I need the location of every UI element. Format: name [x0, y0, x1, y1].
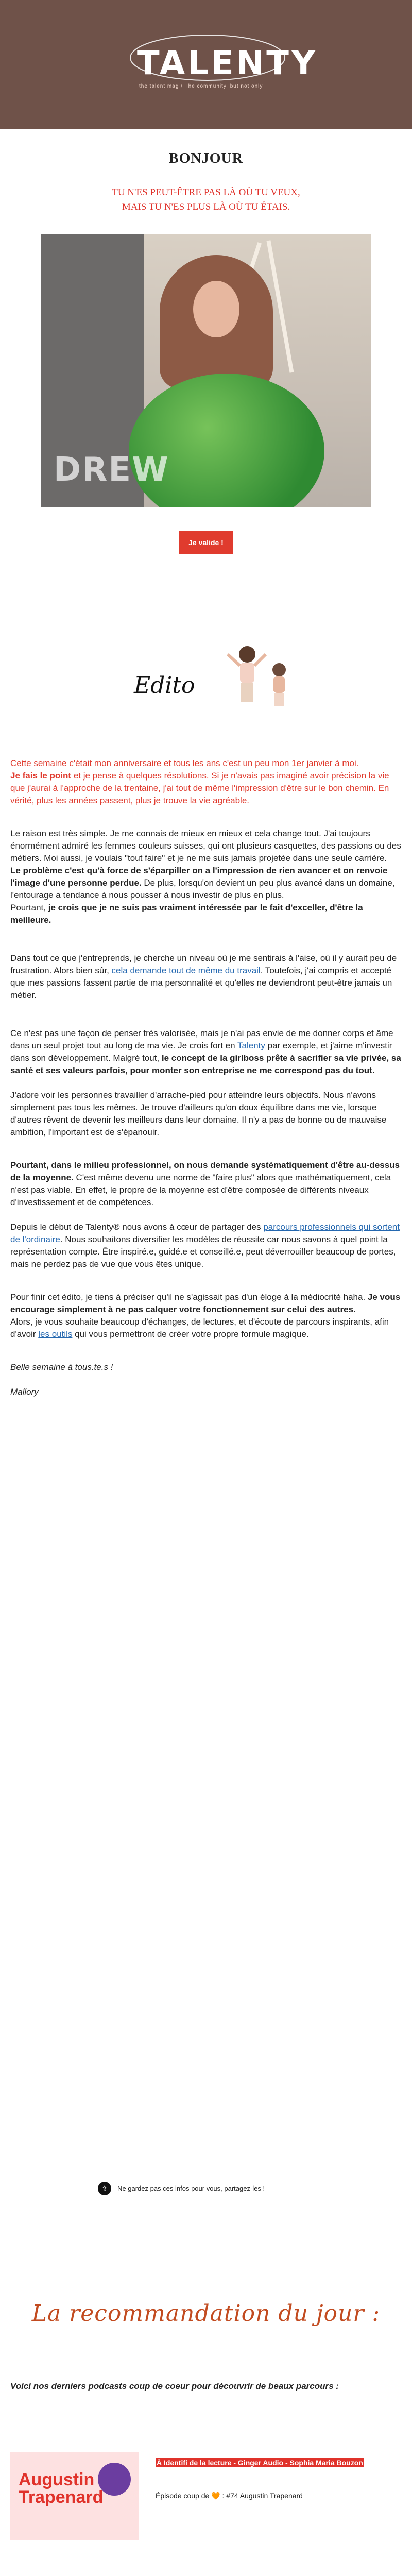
podcast-cover-figure [98, 2463, 131, 2496]
greeting: BONJOUR [169, 150, 243, 166]
header-banner [0, 0, 412, 129]
edito-p7b: . Nous souhaitons diversifier les modèles de réussite car nous savons à quel point la représentation compte. Être inspiré.e, guidé.e et conseillé.e, peut déverrouiller beaucoup de portes, mais ne perdez pas de vue que vous êtes unique. [10, 1234, 396, 1269]
edito-p8-link[interactable]: les outils [38, 1329, 73, 1339]
edito-p4-link[interactable]: Talenty [237, 1041, 265, 1050]
podcast-cover-1[interactable] [10, 2452, 139, 2540]
reco-intro: Voici nos derniers podcasts coup de coeur pour découvrir de beaux parcours : [10, 2381, 339, 2391]
edito-paragraph-2 [10, 827, 402, 926]
edito-illustration [216, 634, 304, 721]
edito-p8b: Alors, je vous souhaite beaucoup d'échanges, de lectures, et d'écoute de parcours inspirants, afin d'avoir [10, 1317, 389, 1339]
edito-p1-intro: Cette semaine c'était mon anniversaire et tous les ans c'est un peu mon 1er janvier à moi. [10, 758, 359, 768]
edito-p6-bold: Pourtant, dans le milieu professionnel, on nous demande systématiquement d'être au-dessus de la moyenne. [10, 1160, 400, 1182]
edito-p2c-lead: Pourtant, [10, 903, 48, 912]
reco-item[interactable] [10, 2452, 402, 2540]
hero-face [193, 281, 239, 337]
quote [62, 185, 350, 214]
edito-p6-rest: C'est même devenu une norme de "faire plus" alors que mathématiquement, cela n'est pas viable. En effet, le propre de la moyenne est d'être composée de différents niveaux d'investissement et de compétences. [10, 1173, 391, 1207]
edito-paragraph-8 [10, 1291, 402, 1341]
edito-p2b-bold: Le problème c'est qu'à force de s'éparpiller on a l'impression de rien avancer et on renvoie l'image d'une personne perdue. [10, 866, 388, 888]
edito-p2c-bold: je crois que je ne suis pas vraiment intéressée par le fait d'exceller, d'être la meilleure. [10, 903, 363, 925]
share-icon[interactable]: ⇪ [98, 2182, 111, 2195]
reco-item-name-text: À Identifi de la lecture - Ginger Audio - Sophia Maria Bouzon [157, 2459, 363, 2467]
validate-button[interactable]: Je valide ! [179, 531, 233, 554]
quote-line-1: TU N'ES PEUT-ÊTRE PAS LÀ OÙ TU VEUX, [112, 187, 300, 198]
hero-watermark: DREW [54, 451, 169, 489]
edito-p3a: Dans tout ce que j'entreprends, je cherche un niveau où je me sentirais à l'aise, où il y aurait peu de frustration. Alors bien sûr, [10, 953, 397, 975]
edito-p4a: Ce n'est pas une façon de penser très valorisée, mais je n'ai pas envie de me donner corps et âme dans un seul projet tout au long de ma vie. Je crois fort en [10, 1028, 393, 1050]
edito-text [10, 757, 402, 1411]
edito-p2: Le raison est très simple. Je me connais de mieux en mieux et cela change tout. J'ai toujours énormément admiré les femmes couleurs suisses, qui ont plusieurs casquettes, des passions ou des métiers. Moi aussi, je voulais "tout faire" et je ne me suis jamais projetée dans une seule carrière. [10, 828, 401, 863]
edito-paragraph-3 [10, 952, 402, 1002]
reco-title: La recommandation du jour : [31, 2300, 381, 2327]
edito-signoff: Belle semaine à tous.te.s ! [10, 1362, 113, 1372]
edito-signature: Mallory [10, 1387, 39, 1397]
edito-p4b: par exemple, et j'aime m'investir dans son développement. Malgré tout, [10, 1041, 392, 1063]
hero-image [41, 234, 371, 507]
edito-p3b: . Toutefois, j'ai compris et accepté que mes passions fassent partie de ma personnalité et qu'elles ne deviendront peut-être jamais un métier. [10, 965, 392, 1000]
edito-p7a: Depuis le début de Talenty® nous avons à cœur de partager des [10, 1222, 264, 1232]
edito-p4-bold: le concept de la girlboss prête à sacrifier sa vie privée, sa santé et ses valeurs parfois, pour monter son entreprise ne me correspond pas du tout. [10, 1053, 401, 1075]
reco-item-name[interactable] [156, 2458, 392, 2468]
edito-p8a: Pour finir cet édito, je tiens à préciser qu'il ne s'agissait pas d'un éloge à la médiocrité haha. [10, 1292, 368, 1302]
share-row[interactable] [98, 2182, 314, 2195]
edito-paragraph-1 [10, 757, 402, 807]
share-text: Ne gardez pas ces infos pour vous, partagez-les ! [117, 2184, 265, 2192]
podcast-cover-title: Augustin Trapenard [19, 2470, 104, 2507]
edito-paragraph-7 [10, 1221, 402, 1270]
edito-paragraph-5: J'adore voir les personnes travailler d'arrache-pied pour atteindre leurs objectifs. Nous n'avons simplement pas tous les mêmes. Je trouve d'ailleurs qu'on doux équilibre dans me vie, lorsque d'autres rêvent de devenir les meilleurs dans leur domaine. Il n'y a pas de bonne ou de mauvaise ambition, l'important est de s'épanouir. [10, 1090, 387, 1137]
logo-tagline: the talent mag / The community, but not only [139, 83, 263, 89]
edito-title: Edito [134, 672, 195, 699]
quote-line-2: MAIS TU N'ES PLUS LÀ OÙ TU ÉTAIS. [122, 201, 290, 212]
edito-p7-link[interactable]: parcours professionnels qui sortent de l'ordinaire [10, 1222, 400, 1244]
edito-p8c: qui vous permettront de créer votre propre formule magique. [72, 1329, 309, 1339]
edito-paragraph-6 [10, 1159, 402, 1209]
edito-paragraph-4 [10, 1027, 402, 1077]
edito-p1-bold: Je fais le point [10, 771, 72, 781]
talenty-logo[interactable] [128, 18, 318, 89]
edito-p2b-rest: De plus, lorsqu'on devient un peu plus avancé dans un domaine, l'entourage a tendance à nous pousser à nous investir de plus en plus. [10, 878, 395, 900]
edito-p8-bold: Je vous encourage simplement à ne pas calquer votre fonctionnement sur celui des autres. [10, 1292, 401, 1314]
reco-item-desc: Épisode coup de 🧡 : #74 Augustin Trapenard [156, 2492, 303, 2500]
edito-p1-rest: et je pense à quelques résolutions. Si je n'avais pas imaginé avoir précision la vie que j'aurai à l'approche de la trentaine, j'ai tout de même l'impression d'être sur le bon chemin. En vérité, plus les années passent, plus je trouve la vie agréable. [10, 771, 389, 805]
edito-p3-link[interactable]: cela demande tout de même du travail [111, 965, 261, 975]
logo-text: TALENTY [137, 44, 318, 82]
